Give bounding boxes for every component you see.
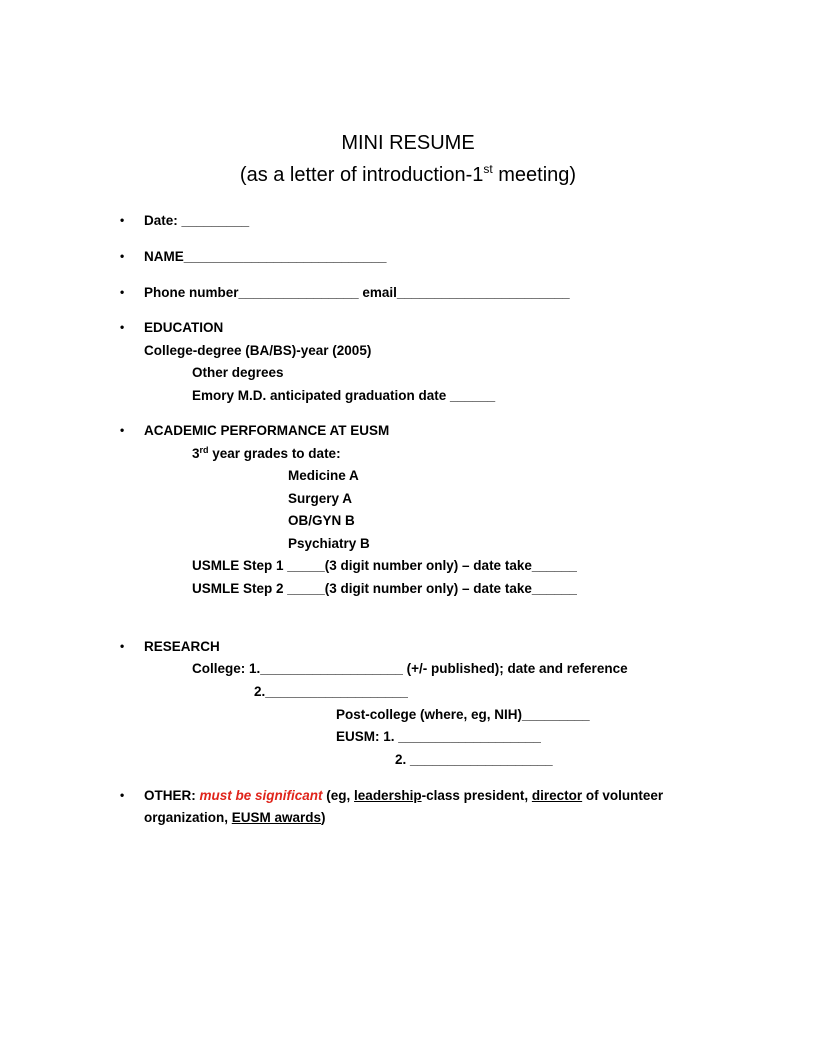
- leadership-underlined: leadership: [354, 788, 422, 803]
- third-year-grades: 3rd year grades to date:: [192, 445, 341, 461]
- name-field: NAME___________________________: [144, 249, 387, 264]
- bullet-other: •: [120, 788, 125, 802]
- grade-psychiatry: Psychiatry B: [288, 536, 370, 551]
- must-be-significant: must be significant: [199, 788, 323, 803]
- grade-surgery: Surgery A: [288, 491, 353, 506]
- research-eusm-2: 2. ___________________: [395, 752, 553, 767]
- eusm-awards-underlined: EUSM awards: [231, 810, 322, 825]
- phone-email-field: Phone number________________ email_______________________: [144, 285, 570, 300]
- grade-obgyn: OB/GYN B: [288, 513, 355, 528]
- education-heading: EDUCATION: [144, 320, 224, 335]
- other-line-2: organization, EUSM awards): [144, 810, 326, 825]
- usmle-step2: USMLE Step 2 _____(3 digit number only) – date take______: [192, 581, 577, 596]
- other-line-1: OTHER: must be significant (eg, leadership-class president, director of volunteer: [144, 788, 664, 803]
- research-eusm-1: EUSM: 1. ___________________: [336, 729, 541, 744]
- bullet-research: •: [120, 639, 125, 653]
- bullet-phone: •: [120, 285, 125, 299]
- bullet-academic: •: [120, 423, 125, 437]
- bullet-education: •: [120, 320, 125, 334]
- grade-medicine: Medicine A: [288, 468, 359, 483]
- education-other: Other degrees: [192, 365, 284, 380]
- research-college-1: College: 1.___________________ (+/- published); date and reference: [192, 661, 628, 676]
- research-post-college: Post-college (where, eg, NIH)_________: [336, 707, 590, 722]
- education-emory: Emory M.D. anticipated graduation date ______: [192, 388, 496, 403]
- other-label: OTHER:: [144, 788, 200, 803]
- usmle-step1: USMLE Step 1 _____(3 digit number only) – date take______: [192, 558, 577, 573]
- director-underlined: director: [531, 788, 583, 803]
- document-title: MINI RESUME: [341, 132, 475, 154]
- bullet-name: •: [120, 249, 125, 263]
- education-college: College-degree (BA/BS)-year (2005): [144, 343, 372, 358]
- research-heading: RESEARCH: [144, 639, 220, 654]
- date-field: Date: _________: [144, 213, 250, 228]
- research-college-2: 2.___________________: [254, 684, 408, 699]
- academic-heading: ACADEMIC PERFORMANCE AT EUSM: [144, 423, 390, 438]
- bullet-date: •: [120, 213, 125, 227]
- document-subtitle: (as a letter of introduction-1st meeting): [239, 162, 577, 186]
